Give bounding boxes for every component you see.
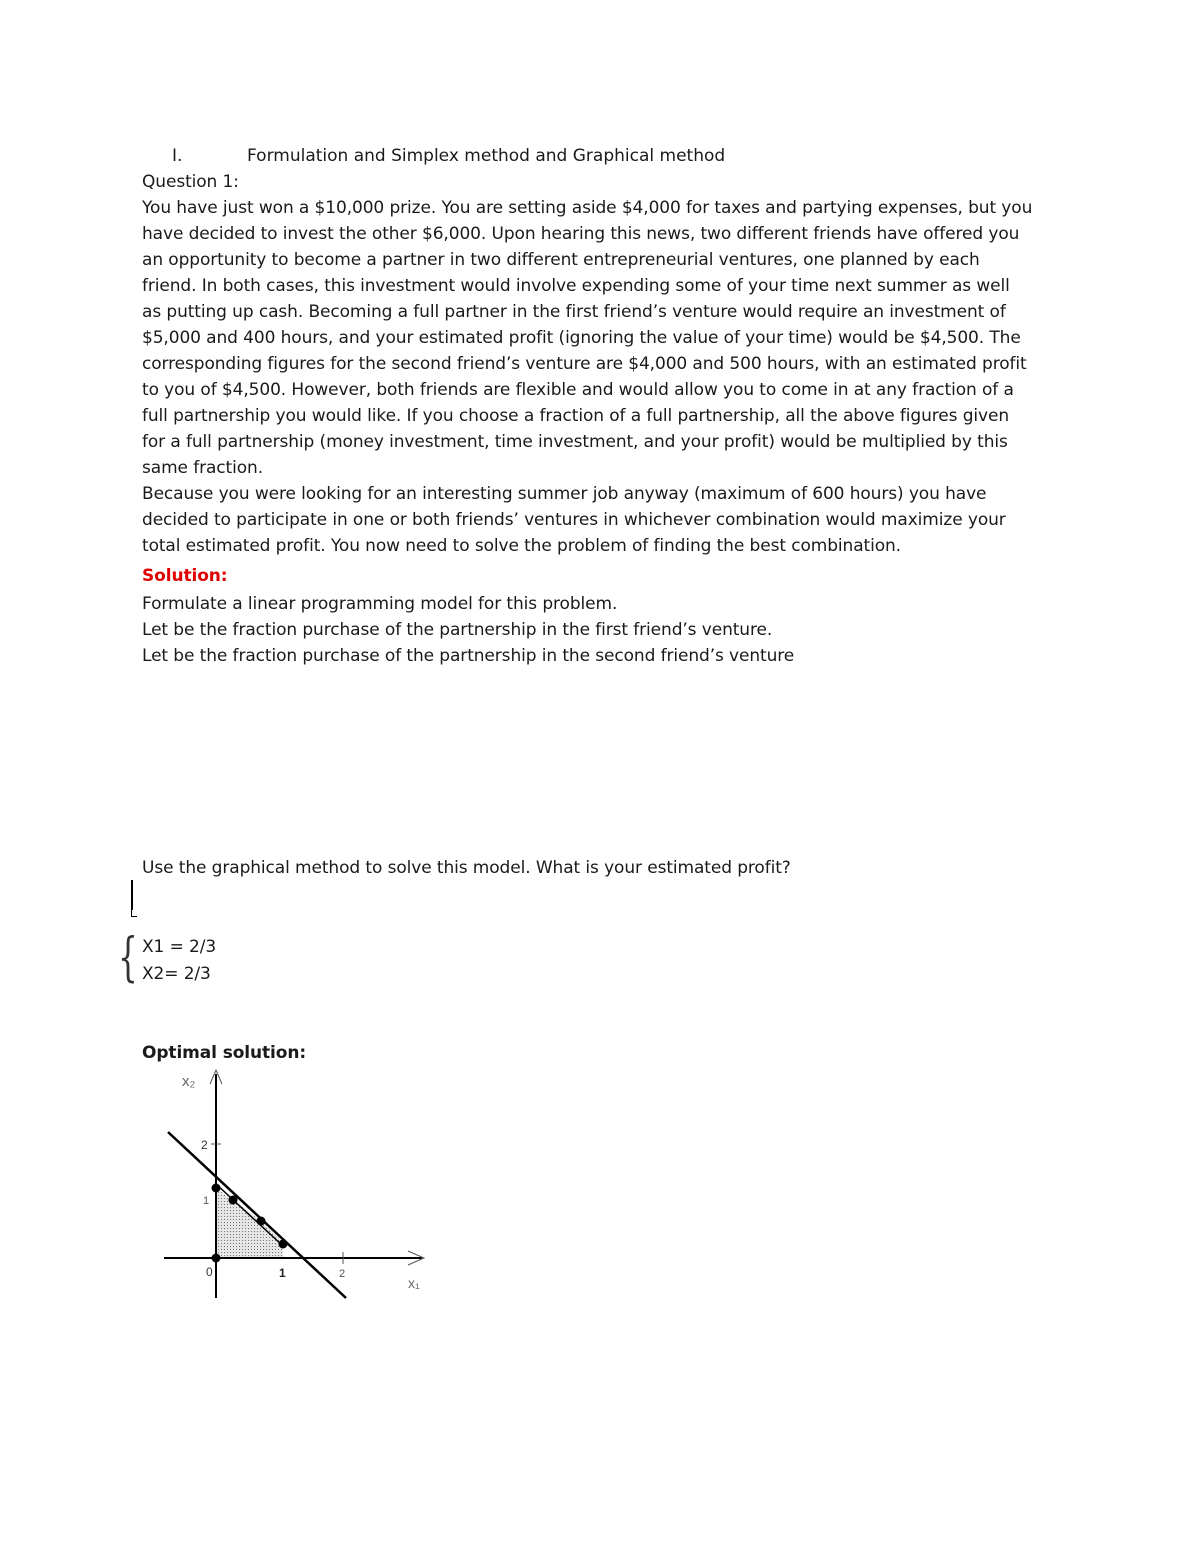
problem-line: for a full partnership (money investment, time investment, and your profit) would be multiplied by this (142, 432, 1008, 452)
x-axis-label: x₁ (408, 1275, 420, 1291)
heading-title: Formulation and Simplex method and Graphical method (247, 146, 726, 166)
graphical-question: Use the graphical method to solve this model. What is your estimated profit? (142, 858, 791, 878)
answer-x1: X1 = 2/3 (142, 937, 217, 957)
x-tick-label: 2 (339, 1268, 346, 1280)
vertex-point (212, 1254, 221, 1263)
problem-line: friend. In both cases, this investment would involve expending some of your time next summer as well (142, 276, 1010, 296)
question-label: Question 1: (142, 172, 239, 192)
problem-line: $5,000 and 400 hours, and your estimated profit (ignoring the value of your time) would be $4,500. The (142, 328, 1021, 348)
solution-line: Let be the fraction purchase of the partnership in the second friend’s venture (142, 646, 795, 666)
brace-icon: { (118, 928, 138, 988)
problem-line: to you of $4,500. However, both friends are flexible and would allow you to come in at any fraction of a (142, 380, 1014, 400)
problem-line: You have just won a $10,000 prize. You are setting aside $4,000 for taxes and partying expenses, but you (142, 198, 1033, 218)
problem-line: as putting up cash. Becoming a full partner in the first friend’s venture would require an investment of (142, 302, 1006, 322)
vertex-point (279, 1240, 288, 1249)
vertex-point (257, 1217, 266, 1226)
problem-line: Because you were looking for an interesting summer job anyway (maximum of 600 hours) you have (142, 484, 987, 504)
problem-line: decided to participate in one or both friends’ ventures in whichever combination would maximize your (142, 510, 1006, 530)
y-axis-label: x₂ (182, 1073, 196, 1090)
x-tick-label: 1 (279, 1266, 286, 1280)
problem-line: have decided to invest the other $6,000. Upon hearing this news, two different friends have offered you (142, 224, 1020, 244)
heading-number: I. (172, 146, 183, 166)
origin-label: 0 (206, 1265, 213, 1279)
feasible-region (216, 1188, 283, 1258)
problem-line: total estimated profit. You now need to solve the problem of finding the best combination. (142, 536, 901, 556)
solution-line: Formulate a linear programming model for this problem. (142, 594, 618, 614)
problem-line: full partnership you would like. If you choose a fraction of a full partnership, all the above figures given (142, 406, 1010, 426)
vertex-point (229, 1196, 238, 1205)
cursor-tick (131, 906, 137, 917)
feasible-region-graph (140, 1066, 460, 1326)
solution-label: Solution: (142, 566, 228, 586)
solution-line: Let be the fraction purchase of the partnership in the first friend’s venture. (142, 620, 773, 640)
y-tick-label: 1 (203, 1195, 210, 1207)
problem-line: corresponding figures for the second friend’s venture are $4,000 and 500 hours, with an estimated profit (142, 354, 1027, 374)
vertex-point (212, 1184, 221, 1193)
problem-line: an opportunity to become a partner in two different entrepreneurial ventures, one planned by each (142, 250, 980, 270)
problem-line: same fraction. (142, 458, 264, 478)
constraint-line-hours (168, 1132, 346, 1298)
answer-x2: X2= 2/3 (142, 964, 211, 984)
optimal-solution-label: Optimal solution: (142, 1043, 307, 1063)
y-tick-label: 2 (201, 1138, 208, 1152)
